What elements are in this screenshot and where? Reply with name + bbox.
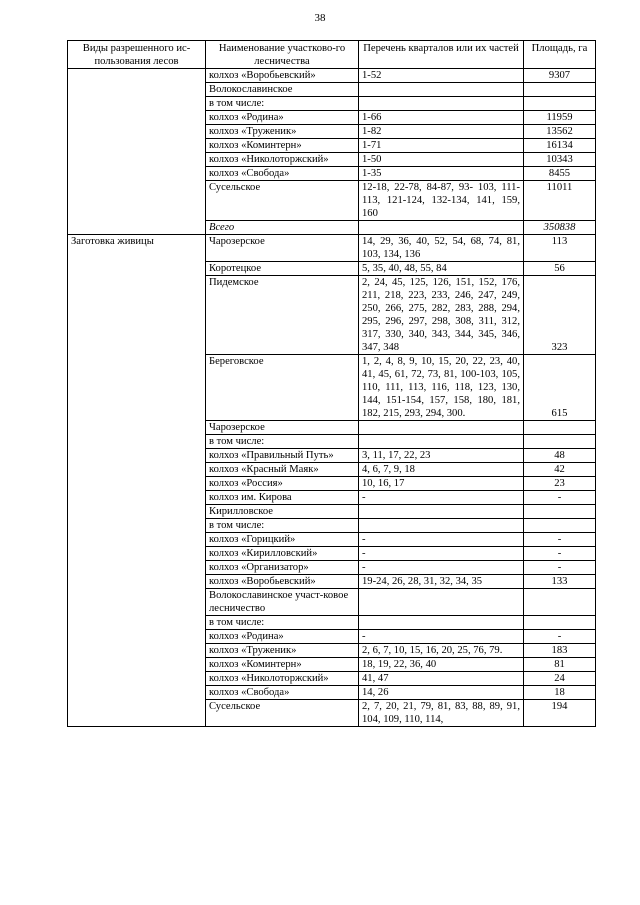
page-number: 38 <box>314 12 326 24</box>
area-cell: 9307 <box>524 69 596 83</box>
quarters-cell <box>359 589 524 616</box>
forestry-cell: колхоз «Николоторжский» <box>206 153 359 167</box>
area-cell: 323 <box>524 276 596 355</box>
quarters-cell <box>359 221 524 235</box>
quarters-cell: 3, 11, 17, 22, 23 <box>359 449 524 463</box>
quarters-cell <box>359 83 524 97</box>
area-cell: - <box>524 491 596 505</box>
forestry-cell: Сусельское <box>206 700 359 727</box>
area-cell <box>524 616 596 630</box>
quarters-cell: - <box>359 561 524 575</box>
forestry-cell: Волокославинское <box>206 83 359 97</box>
area-cell: 24 <box>524 672 596 686</box>
quarters-cell: 2, 24, 45, 125, 126, 151, 152, 176, 211, 218, 223, 233, 246, 247, 249, 250, 266, 275, 282, 283, 288, 294, 295, 296, 297, 298, 308, 311, 312, 317, 330, 340, 343, 344, 345, 346, 347, 348 <box>359 276 524 355</box>
area-cell: 113 <box>524 235 596 262</box>
forest-use-table <box>67 40 596 727</box>
header-use-type: Виды разрешенного ис-пользования лесов <box>68 41 206 69</box>
total-value: 350838 <box>524 221 596 235</box>
forestry-cell: колхоз «Организатор» <box>206 561 359 575</box>
quarters-cell: 1-82 <box>359 125 524 139</box>
quarters-cell: 2, 7, 20, 21, 79, 81, 83, 88, 89, 91, 104, 109, 110, 114, <box>359 700 524 727</box>
forestry-cell: Береговское <box>206 355 359 421</box>
table-row <box>68 69 596 83</box>
quarters-cell: 1-35 <box>359 167 524 181</box>
forestry-cell: колхоз «Россия» <box>206 477 359 491</box>
header-area: Площадь, га <box>524 41 596 69</box>
area-cell <box>524 589 596 616</box>
area-cell: 183 <box>524 644 596 658</box>
forestry-cell: Чарозерское <box>206 421 359 435</box>
area-cell <box>524 83 596 97</box>
quarters-cell: 2, 6, 7, 10, 15, 16, 20, 25, 76, 79. <box>359 644 524 658</box>
area-cell: - <box>524 630 596 644</box>
quarters-cell: 1, 2, 4, 8, 9, 10, 15, 20, 22, 23, 40, 41, 45, 61, 72, 73, 81, 100-103, 105, 110, 111, 113, 116, 118, 123, 130, 144, 151-154, 157, 158, 180, 181, 182, 215, 293, 294, 300. <box>359 355 524 421</box>
forestry-cell: Сусельское <box>206 181 359 221</box>
forestry-cell: колхоз «Труженик» <box>206 125 359 139</box>
area-cell: 81 <box>524 658 596 672</box>
forestry-cell: колхоз «Воробьевский» <box>206 575 359 589</box>
area-cell: 10343 <box>524 153 596 167</box>
forestry-cell: колхоз «Горицкий» <box>206 533 359 547</box>
quarters-cell: 19-24, 26, 28, 31, 32, 34, 35 <box>359 575 524 589</box>
area-cell: 11011 <box>524 181 596 221</box>
forestry-cell: колхоз «Труженик» <box>206 644 359 658</box>
forestry-cell: колхоз «Воробьевский» <box>206 69 359 83</box>
area-cell: 8455 <box>524 167 596 181</box>
forestry-cell: в том числе: <box>206 97 359 111</box>
quarters-cell: 1-71 <box>359 139 524 153</box>
area-cell <box>524 435 596 449</box>
quarters-cell <box>359 97 524 111</box>
forestry-cell: Коротецкое <box>206 262 359 276</box>
quarters-cell <box>359 519 524 533</box>
total-label: Всего <box>206 221 359 235</box>
area-cell <box>524 421 596 435</box>
area-cell: 133 <box>524 575 596 589</box>
forestry-cell: колхоз «Коминтерн» <box>206 139 359 153</box>
area-cell: 56 <box>524 262 596 276</box>
forestry-cell: колхоз им. Кирова <box>206 491 359 505</box>
forestry-cell: колхоз «Красный Маяк» <box>206 463 359 477</box>
area-cell: 48 <box>524 449 596 463</box>
quarters-cell <box>359 435 524 449</box>
quarters-cell: 14, 26 <box>359 686 524 700</box>
quarters-cell: 41, 47 <box>359 672 524 686</box>
forestry-cell: колхоз «Родина» <box>206 111 359 125</box>
quarters-cell: 12-18, 22-78, 84-87, 93- 103, 111-113, 121-124, 132-134, 141, 159, 160 <box>359 181 524 221</box>
forestry-cell: в том числе: <box>206 519 359 533</box>
forestry-cell: колхоз «Николоторжский» <box>206 672 359 686</box>
use-type-cell: Заготовка живицы <box>68 235 206 727</box>
forestry-cell: Кирилловское <box>206 505 359 519</box>
forestry-cell: в том числе: <box>206 616 359 630</box>
quarters-cell <box>359 505 524 519</box>
table-header-row <box>68 41 596 69</box>
quarters-cell: 5, 35, 40, 48, 55, 84 <box>359 262 524 276</box>
forestry-cell: колхоз «Родина» <box>206 630 359 644</box>
quarters-cell <box>359 616 524 630</box>
area-cell: 194 <box>524 700 596 727</box>
quarters-cell: 14, 29, 36, 40, 52, 54, 68, 74, 81, 103, 134, 136 <box>359 235 524 262</box>
quarters-cell: 18, 19, 22, 36, 40 <box>359 658 524 672</box>
quarters-cell: - <box>359 533 524 547</box>
area-cell: 42 <box>524 463 596 477</box>
quarters-cell: 1-66 <box>359 111 524 125</box>
quarters-cell: 10, 16, 17 <box>359 477 524 491</box>
quarters-cell: 1-52 <box>359 69 524 83</box>
table-row <box>68 235 596 262</box>
quarters-cell: - <box>359 630 524 644</box>
quarters-cell: 4, 6, 7, 9, 18 <box>359 463 524 477</box>
area-cell: 615 <box>524 355 596 421</box>
forestry-cell: колхоз «Свобода» <box>206 686 359 700</box>
area-cell <box>524 505 596 519</box>
area-cell: 23 <box>524 477 596 491</box>
header-quarters: Перечень кварталов или их частей <box>359 41 524 69</box>
quarters-cell: - <box>359 547 524 561</box>
area-cell: - <box>524 561 596 575</box>
area-cell: 11959 <box>524 111 596 125</box>
quarters-cell <box>359 421 524 435</box>
forestry-cell: колхоз «Коминтерн» <box>206 658 359 672</box>
area-cell: 16134 <box>524 139 596 153</box>
header-forestry-name: Наименование участково-го лесничества <box>206 41 359 69</box>
area-cell: - <box>524 547 596 561</box>
area-cell: 18 <box>524 686 596 700</box>
forestry-cell: колхоз «Правильный Путь» <box>206 449 359 463</box>
forestry-cell: колхоз «Свобода» <box>206 167 359 181</box>
forestry-cell: в том числе: <box>206 435 359 449</box>
forestry-cell: Волокославинское участ-ковое лесничество <box>206 589 359 616</box>
quarters-cell: - <box>359 491 524 505</box>
forestry-cell: Пидемское <box>206 276 359 355</box>
use-type-cell <box>68 69 206 235</box>
area-cell: 13562 <box>524 125 596 139</box>
area-cell: - <box>524 533 596 547</box>
forestry-cell: колхоз «Кирилловский» <box>206 547 359 561</box>
quarters-cell: 1-50 <box>359 153 524 167</box>
forestry-cell: Чарозерское <box>206 235 359 262</box>
area-cell <box>524 519 596 533</box>
area-cell <box>524 97 596 111</box>
